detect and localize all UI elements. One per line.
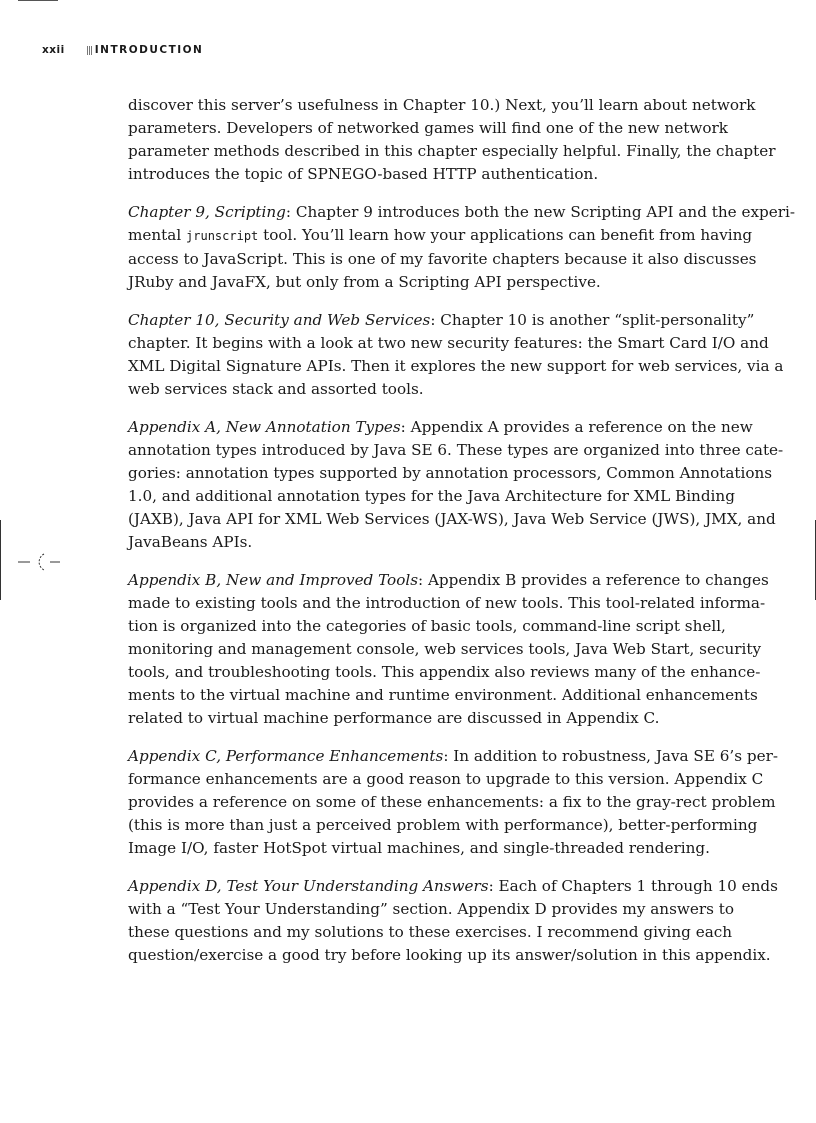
entry-title: Appendix A, New Annotation Types <box>128 418 401 436</box>
paragraph-appendix-d <box>128 875 778 967</box>
left-crop-mark <box>0 520 1 600</box>
page-number: xxii <box>42 44 65 56</box>
text-line <box>128 875 778 898</box>
entry-title: Chapter 9, Scripting <box>128 203 286 221</box>
text-line: made to existing tools and the introduction of new tools. This tool-related informa- <box>128 594 766 612</box>
entry-text: mental <box>128 226 187 244</box>
entry-text: : Chapter 10 is another “split-personality” <box>430 311 755 329</box>
paragraph-chapter-10 <box>128 309 784 401</box>
text-line: 1.0, and additional annotation types for the Java Architecture for XML Binding <box>128 487 735 505</box>
entry-text: tool. You’ll learn how your applications can benefit from having <box>258 226 753 244</box>
entry-title: Chapter 10, Security and Web Services <box>128 311 431 329</box>
text-line: tools, and troubleshooting tools. This appendix also reviews many of the enhance- <box>128 663 761 681</box>
paragraph-appendix-c <box>128 745 778 860</box>
text-line: XML Digital Signature APIs. Then it explores the new support for web services, via a <box>128 357 784 375</box>
text-line: JavaBeans APIs. <box>128 533 253 551</box>
paragraph-appendix-b <box>128 569 769 730</box>
text-line: access to JavaScript. This is one of my favorite chapters because it also discusses <box>128 250 757 268</box>
text-line: discover this server’s usefulness in Chapter 10.) Next, you’ll learn about network <box>128 96 756 114</box>
text-line: ments to the virtual machine and runtime environment. Additional enhancements <box>128 686 758 704</box>
text-line: introduces the topic of SPNEGO-based HTTP authentication. <box>128 165 599 183</box>
text-line <box>128 201 795 224</box>
text-line: tion is organized into the categories of basic tools, command-line script shell, <box>128 617 726 635</box>
text-line <box>128 745 778 768</box>
text-line <box>128 416 753 439</box>
text-line: JRuby and JavaFX, but only from a Scripting API perspective. <box>128 273 601 291</box>
text-line: web services stack and assorted tools. <box>128 380 424 398</box>
entry-text: : Each of Chapters 1 through 10 ends <box>488 877 778 895</box>
text-line: monitoring and management console, web services tools, Java Web Start, security <box>128 640 762 658</box>
text-line: chapter. It begins with a look at two new security features: the Smart Card I/O and <box>128 334 769 352</box>
entry-text: : Chapter 9 introduces both the new Scripting API and the experi- <box>285 203 795 221</box>
paragraph-appendix-a <box>128 416 784 554</box>
text-line: (this is more than just a perceived problem with performance), better-performing <box>128 816 758 834</box>
entry-title: Appendix C, Performance Enhancements <box>128 747 444 765</box>
text-line: annotation types introduced by Java SE 6. These types are organized into three cate- <box>128 441 784 459</box>
text-line <box>128 569 769 592</box>
text-line: provides a reference on some of these enhancements: a fix to the gray-rect problem <box>128 793 776 811</box>
text-line: formance enhancements are a good reason to upgrade to this version. Appendix C <box>128 770 764 788</box>
running-head <box>42 44 203 56</box>
entry-text: : Appendix B provides a reference to changes <box>418 571 769 589</box>
section-title: INTRODUCTION <box>94 44 204 56</box>
text-line <box>128 309 755 332</box>
text-line: question/exercise a good try before looking up its answer/solution in this appendix. <box>128 946 771 964</box>
paragraph-chapter-9 <box>128 201 795 294</box>
text-line: Image I/O, faster HotSpot virtual machines, and single-threaded rendering. <box>128 839 710 857</box>
text-line: these questions and my solutions to these exercises. I recommend giving each <box>128 923 733 941</box>
section-marker-icon <box>87 46 93 55</box>
top-crop-rule <box>18 0 58 1</box>
registration-mark-icon <box>18 550 62 574</box>
code-term: jrunscript <box>186 229 259 243</box>
entry-title: Appendix B, New and Improved Tools <box>128 571 418 589</box>
entry-text: : In addition to robustness, Java SE 6’s per- <box>443 747 778 765</box>
text-line: (JAXB), Java API for XML Web Services (JAX-WS), Java Web Service (JWS), JMX, and <box>128 510 776 528</box>
text-line <box>128 224 753 248</box>
text-line: parameter methods described in this chapter especially helpful. Finally, the chapter <box>128 142 776 160</box>
text-line: parameters. Developers of networked games will find one of the new network <box>128 119 728 137</box>
text-line: with a “Test Your Understanding” section. Appendix D provides my answers to <box>128 900 734 918</box>
body-text <box>128 94 795 982</box>
paragraph-continuation <box>128 94 776 186</box>
text-line: related to virtual machine performance are discussed in Appendix C. <box>128 709 660 727</box>
entry-title: Appendix D, Test Your Understanding Answers <box>128 877 489 895</box>
entry-text: : Appendix A provides a reference on the new <box>400 418 753 436</box>
text-line: gories: annotation types supported by annotation processors, Common Annotations <box>128 464 773 482</box>
